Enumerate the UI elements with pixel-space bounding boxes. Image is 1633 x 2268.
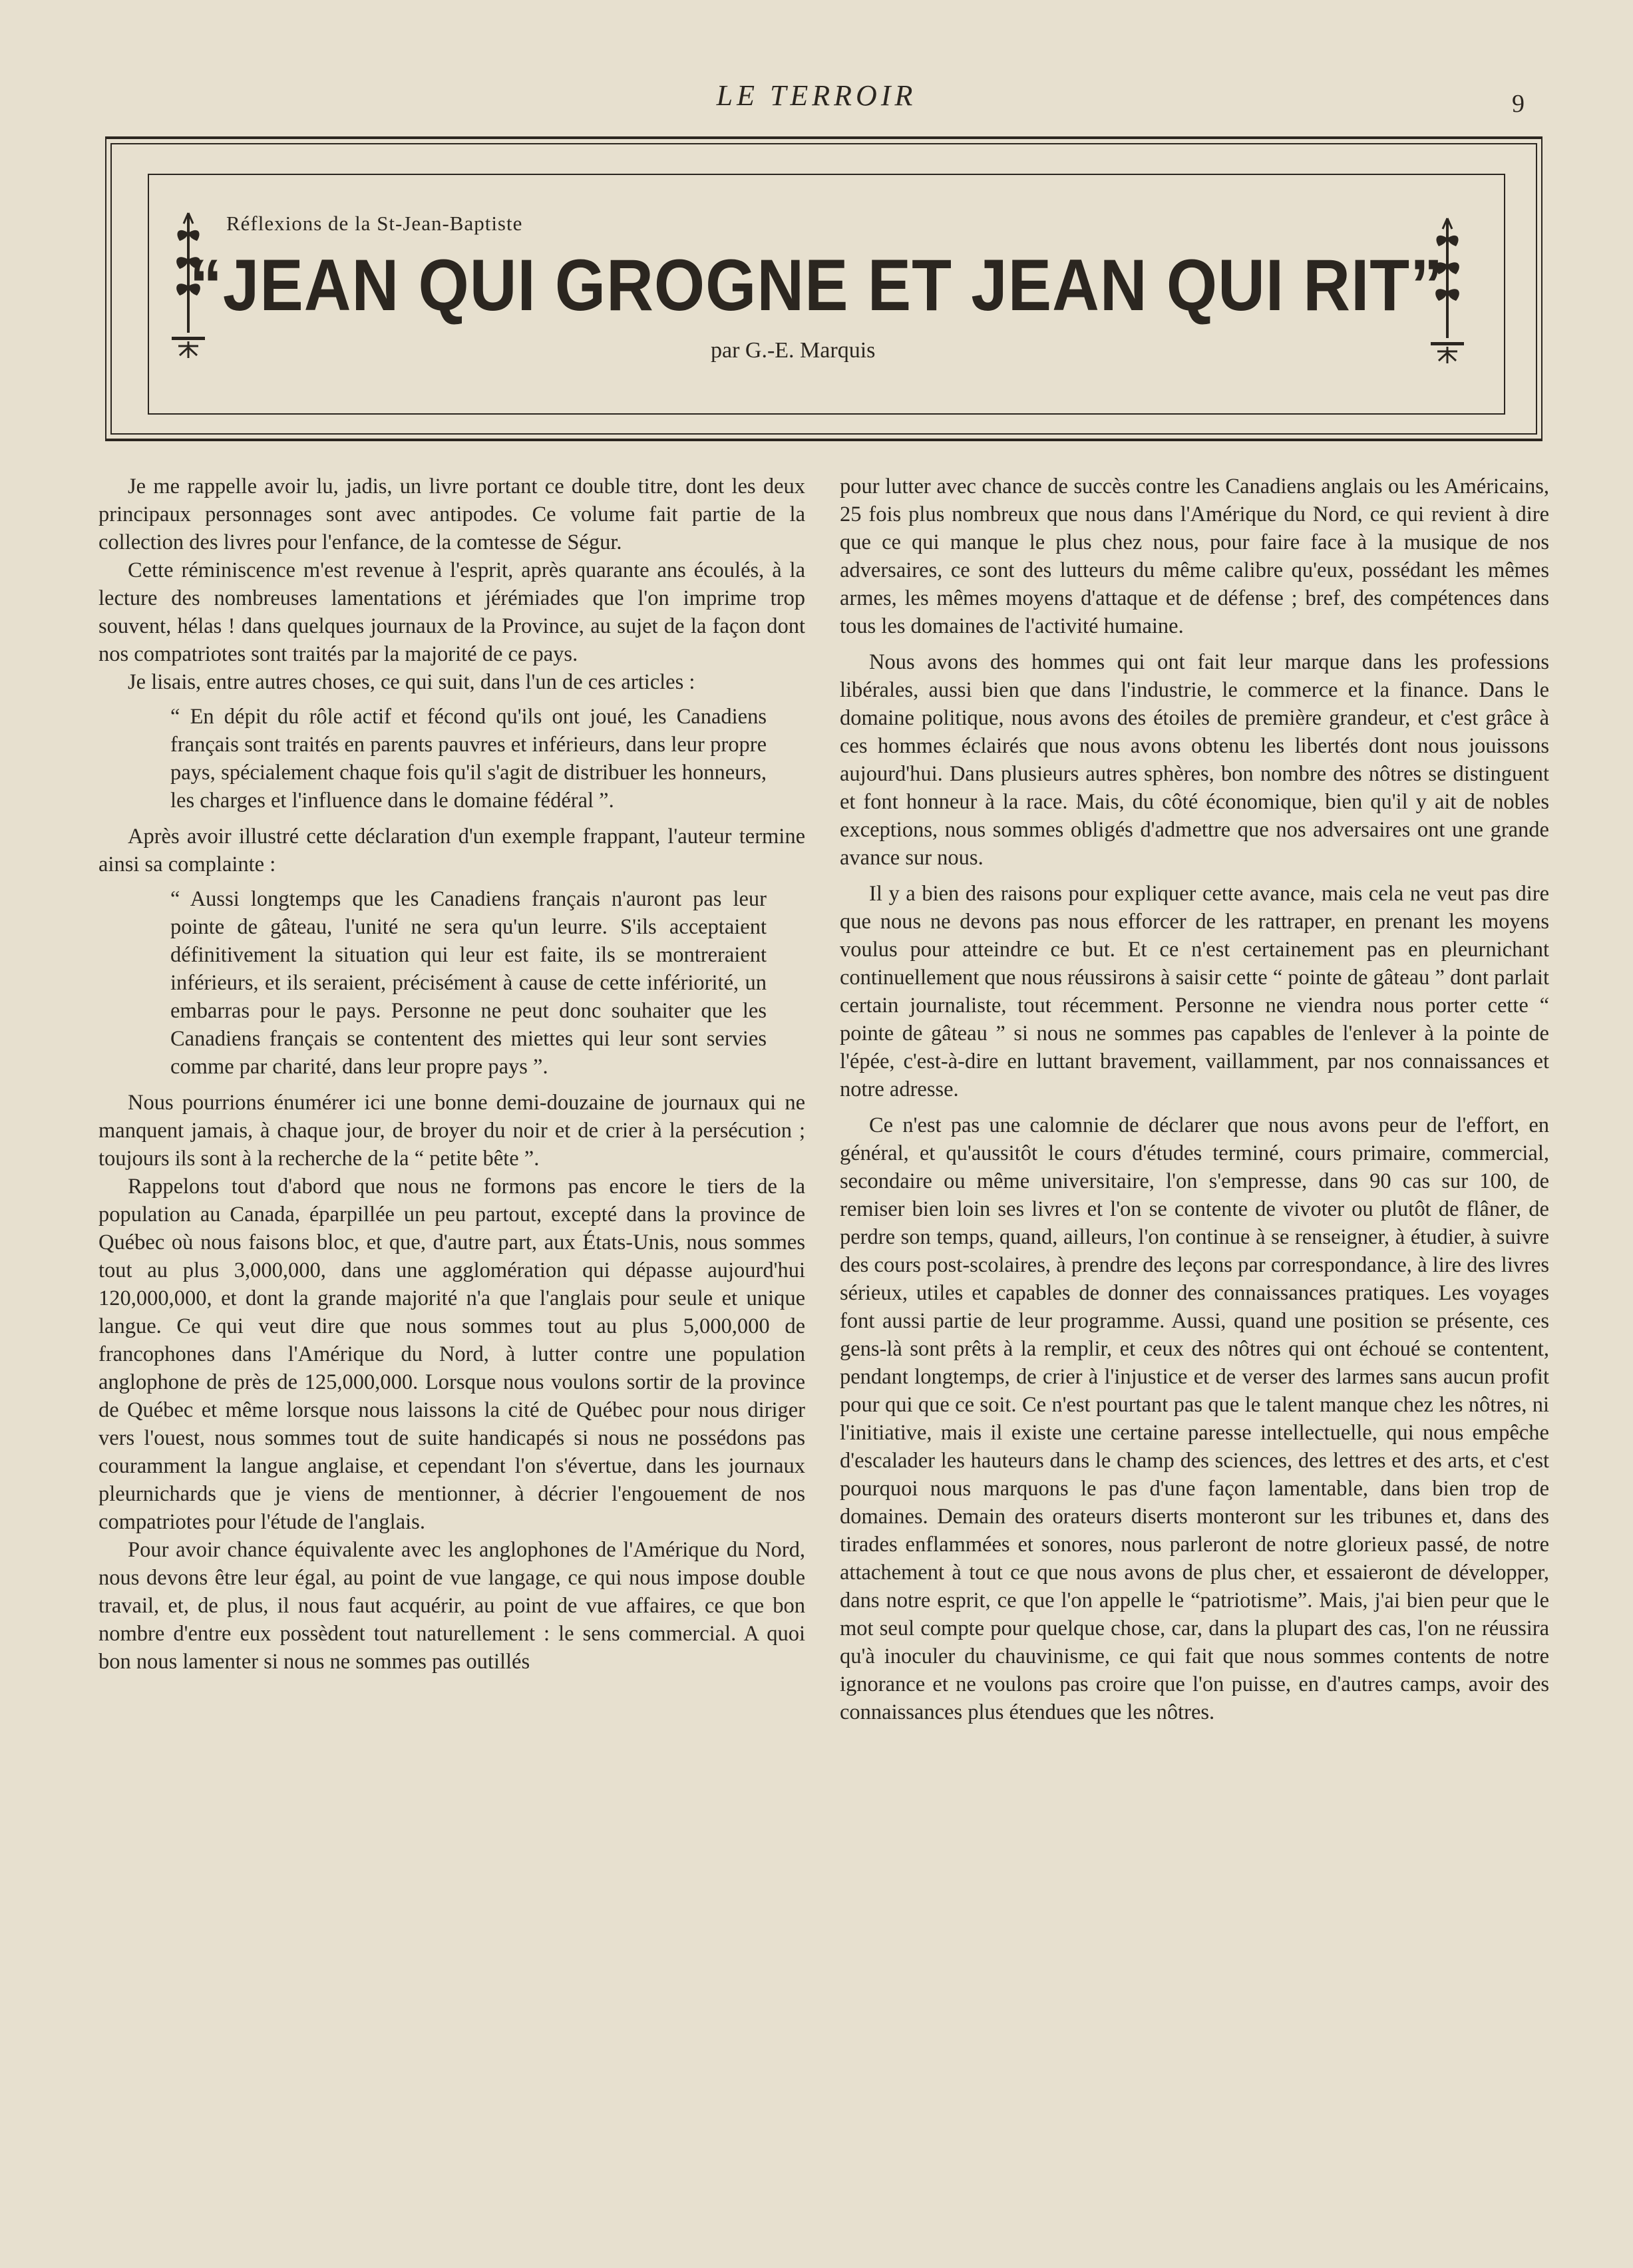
block-quote: “ Aussi longtemps que les Canadiens français n'auront pas leur pointe de gâteau, l'unité ne sera qu'un leurre. S'ils acceptaient définitivement la situation qui leur est faite, ils se montreraient inférieurs, et ils seraient, précisément à cause de cette infériorité, un embarras pour le pays. Personne ne peut donc souhaiter que les Canadiens français se contentent des miettes qui leur sont servies comme par charité, dans leur propre pays ”. bbox=[170, 887, 767, 1079]
paragraph: Après avoir illustré cette déclaration d'un exemple frappant, l'auteur termine ainsi sa complainte : bbox=[98, 825, 805, 876]
article-kicker: Réflexions de la St-Jean-Baptiste bbox=[226, 212, 523, 235]
paragraph: Ce n'est pas une calomnie de déclarer que nous avons peur de l'effort, en général, et qu'aussitôt le cours d'études terminé, cours primaire, commercial, secondaire ou même universitaire, l'on s'empresse, dans 90 cas sur 100, de remiser bien loin ses livres et l'on se contente de vivoter ou plutôt de flâner, de perdre son temps, quand, ailleurs, l'on continue à se renseigner, à étudier, à suivre des cours post-scolaires, à prendre des leçons par correspondance, à lire des livres sérieux, utiles et capables de donner des connaissances pratiques. Les voyages font aussi partie de leur programme. Aussi, quand une position se présente, ces gens-là sont prêts à la remplir, et ceux des nôtres qui ont échoué se contentent, pendant longtemps, de crier à l'injustice et de verser des larmes sans aucun profit pour qui que ce soit. Ce n'est pourtant pas que le talent manque chez les nôtres, ni l'initiative, mais il existe une certaine paresse intellectuelle, qui nous empêche d'escalader les hauteurs dans le champ des sciences, des lettres et des arts, et c'est pourquoi nous marquons le pas d'une façon lamentable, dans bien trop de domaines. Demain des orateurs diserts monteront sur les tribunes et, dans des tirades enflammées et sonores, nous parleront de notre glorieux passé, de notre attachement à tout ce que nous avons de plus cher, et essaieront de développer, dans notre esprit, ce que l'on appelle le “patriotisme”. Mais, j'ai bien peur que le mot seul compte pour quelque chose, car, dans la plupart des cas, l'on ne réussira qu'à inoculer du chauvinisme, ce qui fait que nous sommes contents de notre ignorance et ne voulons pas croire que l'on puisse, en d'autres camps, avoir des connaissances plus étendues que les nôtres. bbox=[840, 1113, 1549, 1724]
page-number: 9 bbox=[1512, 90, 1525, 118]
paragraph: Cette réminiscence m'est revenue à l'esprit, après quarante ans écoulés, à la lecture des nombreuses lamentations et jérémiades que l'on imprime trop souvent, hélas ! dans quelques journaux de la Province, au sujet de la façon dont nos compatriotes sont traités par la majorité de ce pays. bbox=[98, 558, 805, 666]
paragraph: Nous avons des hommes qui ont fait leur marque dans les professions libérales, aussi bien que dans l'industrie, le commerce et la finance. Dans le domaine politique, nous avons des étoiles de première grandeur, et c'est grâce à ces hommes éclairés que nous avons obtenu les libertés dont nous jouissons aujourd'hui. Dans plusieurs autres sphères, bon nombre des nôtres se distinguent et font honneur à la race. Mais, du côté économique, bien qu'il y ait de nobles exceptions, nous sommes obligés d'admettre que nos adversaires ont une grande avance sur nous. bbox=[840, 650, 1549, 870]
right-column bbox=[840, 472, 1549, 1726]
block-quote: “ En dépit du rôle actif et fécond qu'ils ont joué, les Canadiens français sont traités en parents pauvres et inférieurs, dans leur propre pays, spécialement chaque fois qu'il s'agit de distribuer les honneurs, les charges et l'influence dans le domaine fédéral ”. bbox=[170, 705, 767, 813]
running-title: LE TERROIR bbox=[716, 79, 917, 112]
paragraph: Je me rappelle avoir lu, jadis, un livre portant ce double titre, dont les deux principaux personnages sont avec antipodes. Ce volume fait partie de la collection des livres pour l'enfance, de la comtesse de Ségur. bbox=[98, 474, 805, 554]
paragraph: Je lisais, entre autres choses, ce qui suit, dans l'un de ces articles : bbox=[128, 670, 695, 694]
paragraph: Pour avoir chance équivalente avec les anglophones de l'Amérique du Nord, nous devons être leur égal, au point de vue langage, ce qui nous impose double travail, et, de plus, il nous faut acquérir, au point de vue affaires, ce que bon nombre d'entre eux possèdent tout naturellement : le sens commercial. A quoi bon nous lamenter si nous ne sommes pas outillés bbox=[98, 1538, 805, 1674]
paragraph: Rappelons tout d'abord que nous ne formons pas encore le tiers de la population au Canada, éparpillée un peu partout, excepté dans la province de Québec où nous faisons bloc, et que, d'autre part, aux États-Unis, nous sommes tout au plus 3,000,000, dans une agglomération qui dépasse aujourd'hui 120,000,000, et dont la grande majorité n'a que l'anglais pour seule et unique langue. Ce qui veut dire que nous sommes tout au plus 5,000,000 de francophones dans l'Amérique du Nord, à lutter contre une population anglophone de près de 125,000,000. Lorsque nous voulons sortir de la province de Québec et même lorsque nous laissons la cité de Québec pour nous diriger vers l'ouest, nous sommes tout de suite handicapés si nous ne possédons pas couramment la langue anglaise, et cependant l'on s'évertue, dans les journaux pleurnichards que je viens de mentionner, à décrier l'engouement de nos compatriotes pour l'étude de l'anglais. bbox=[98, 1175, 805, 1534]
paragraph: pour lutter avec chance de succès contre les Canadiens anglais ou les Américains, 25 fois plus nombreux que nous dans l'Amérique du Nord, ce qui revient à dire que ce qui manque le plus chez nous, pour faire face à la musique de nos adversaires, ce sont des lutteurs du même calibre qu'eux, possédant les mêmes armes, les mêmes moyens d'attaque et de défense ; bref, des compétences dans tous les domaines de l'activité humaine. bbox=[840, 474, 1549, 638]
article-title: “JEAN QUI GROGNE ET JEAN QUI RIT” bbox=[189, 244, 1444, 326]
paragraph: Il y a bien des raisons pour expliquer cette avance, mais cela ne veut pas dire que nous ne devons pas nous efforcer de les rattraper, en prenant les moyens voulus pour atteindre ce but. Et ce n'est certainement pas en pleurnichant continuellement que nous réussirons à saisir cette “ pointe de gâteau ” dont parlait certain journaliste, tout récemment. Personne ne viendra nous porter cette “ pointe de gâteau ” si nous ne sommes pas capables de l'enlever à la pointe de l'épée, c'est-à-dire en luttant bravement, vaillamment, par nos connaissances et notre adresse. bbox=[840, 882, 1549, 1101]
paragraph: Nous pourrions énumérer ici une bonne demi-douzaine de journaux qui ne manquent jamais, à chaque jour, de broyer du noir et de crier à la persécution ; toujours ils sont à la recherche de la “ petite bête ”. bbox=[98, 1091, 805, 1171]
article-byline: par G.-E. Marquis bbox=[711, 338, 876, 363]
left-column bbox=[98, 472, 805, 1676]
